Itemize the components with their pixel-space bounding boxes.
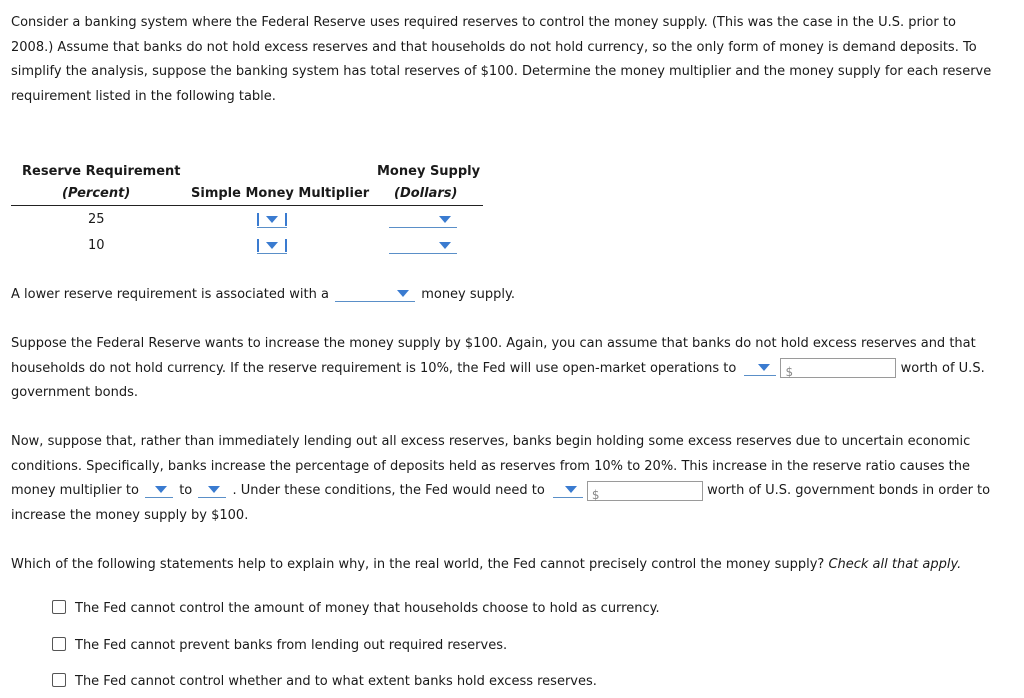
checkbox-excess-reserves[interactable] <box>52 673 66 687</box>
row1-multiplier-dropdown[interactable] <box>257 213 287 228</box>
row1-money-supply-dropdown[interactable] <box>389 213 457 228</box>
checkbox-currency[interactable] <box>52 600 66 614</box>
q5-question <box>11 553 1001 578</box>
q4-paragraph <box>11 430 1001 528</box>
chevron-down-icon <box>439 216 451 223</box>
chevron-down-icon <box>439 242 451 249</box>
col1-subheader: (Percent) <box>62 186 131 201</box>
q4-text-part3: . Under these conditions, the Fed would need to <box>232 483 545 499</box>
q3-text-before: Suppose the Federal Reserve wants to increase the money supply by $100. Again, you can assume that banks do not hold excess reserves and that households do not hold currency. If the reserve requirement is 10%, the Fed will use open-market operations to <box>11 336 976 376</box>
q4-amount-input[interactable] <box>587 481 703 501</box>
q3-paragraph <box>11 332 1001 406</box>
option-currency-label: The Fed cannot control the amount of money that households choose to hold as currency. <box>75 601 660 616</box>
q3-text-after: worth of U.S. government bonds. <box>11 360 985 401</box>
col1-header: Reserve Requirement <box>22 164 181 179</box>
q4-multiplier-to-dropdown[interactable] <box>198 483 226 498</box>
option-required-reserves[interactable] <box>52 637 507 653</box>
row1-reserve: 25 <box>88 212 105 227</box>
q2-text-before: A lower reserve requirement is associated with a <box>11 287 329 302</box>
chevron-down-icon <box>758 364 770 371</box>
col2-header: Simple Money Multiplier <box>191 186 370 201</box>
chevron-down-icon <box>565 486 577 493</box>
chevron-down-icon <box>266 242 278 249</box>
header-divider <box>11 205 483 206</box>
col3-subheader: (Dollars) <box>394 186 458 201</box>
dollar-sign: $ <box>591 487 600 502</box>
dollar-sign: $ <box>785 365 794 380</box>
chevron-down-icon <box>397 290 409 297</box>
q5-question-text: Which of the following statements help to explain why, in the real world, the Fed cannot precisely control the money supply? <box>11 557 825 572</box>
intro-paragraph: Consider a banking system where the Federal Reserve uses required reserves to control the money supply. (This was the case in the U.S. prior to 2008.) Assume that banks do not hold excess reserves and that households do not hold currency, so the only form of money is demand deposits. To simplify the analysis, suppose the banking system has total reserves of $100. Determine the money multiplier and the money supply for each reserve requirement listed in the following table. <box>11 15 992 104</box>
q4-multiplier-from-dropdown[interactable] <box>145 483 173 498</box>
option-excess-reserves-label: The Fed cannot control whether and to what extent banks hold excess reserves. <box>75 674 597 689</box>
option-required-reserves-label: The Fed cannot prevent banks from lending out required reserves. <box>75 638 508 653</box>
q5-instruction: Check all that apply. <box>828 557 962 572</box>
q4-amount-field[interactable] <box>602 483 700 498</box>
q2-sentence <box>11 287 515 302</box>
option-excess-reserves[interactable] <box>52 673 597 689</box>
q2-text-after: money supply. <box>421 287 515 302</box>
chevron-down-icon <box>155 486 167 493</box>
chevron-down-icon <box>266 216 278 223</box>
checkbox-required-reserves[interactable] <box>52 637 66 651</box>
q4-text-part4: worth of U.S. government bonds in order to increase the money supply by $100. <box>11 483 991 523</box>
col3-header: Money Supply <box>377 164 481 179</box>
row2-multiplier-dropdown[interactable] <box>257 239 287 254</box>
q3-buy-sell-dropdown[interactable] <box>744 361 776 376</box>
q4-text-part2: to <box>179 483 193 499</box>
q3-amount-input[interactable] <box>780 358 896 378</box>
chevron-down-icon <box>208 486 220 493</box>
option-currency[interactable] <box>52 600 660 616</box>
q3-amount-field[interactable] <box>795 360 893 375</box>
q2-size-dropdown[interactable] <box>335 287 415 302</box>
q4-buy-sell-dropdown[interactable] <box>553 483 583 498</box>
q4-text-part1: Now, suppose that, rather than immediately lending out all excess reserves, banks begin holding some excess reserves due to uncertain economic conditions. Specifically, banks increase the percentage of deposits held as reserves from 10% to 20%. This increase in the reserve ratio causes the money multiplier to <box>11 434 971 499</box>
row2-reserve: 10 <box>88 238 105 253</box>
row2-money-supply-dropdown[interactable] <box>389 239 457 254</box>
